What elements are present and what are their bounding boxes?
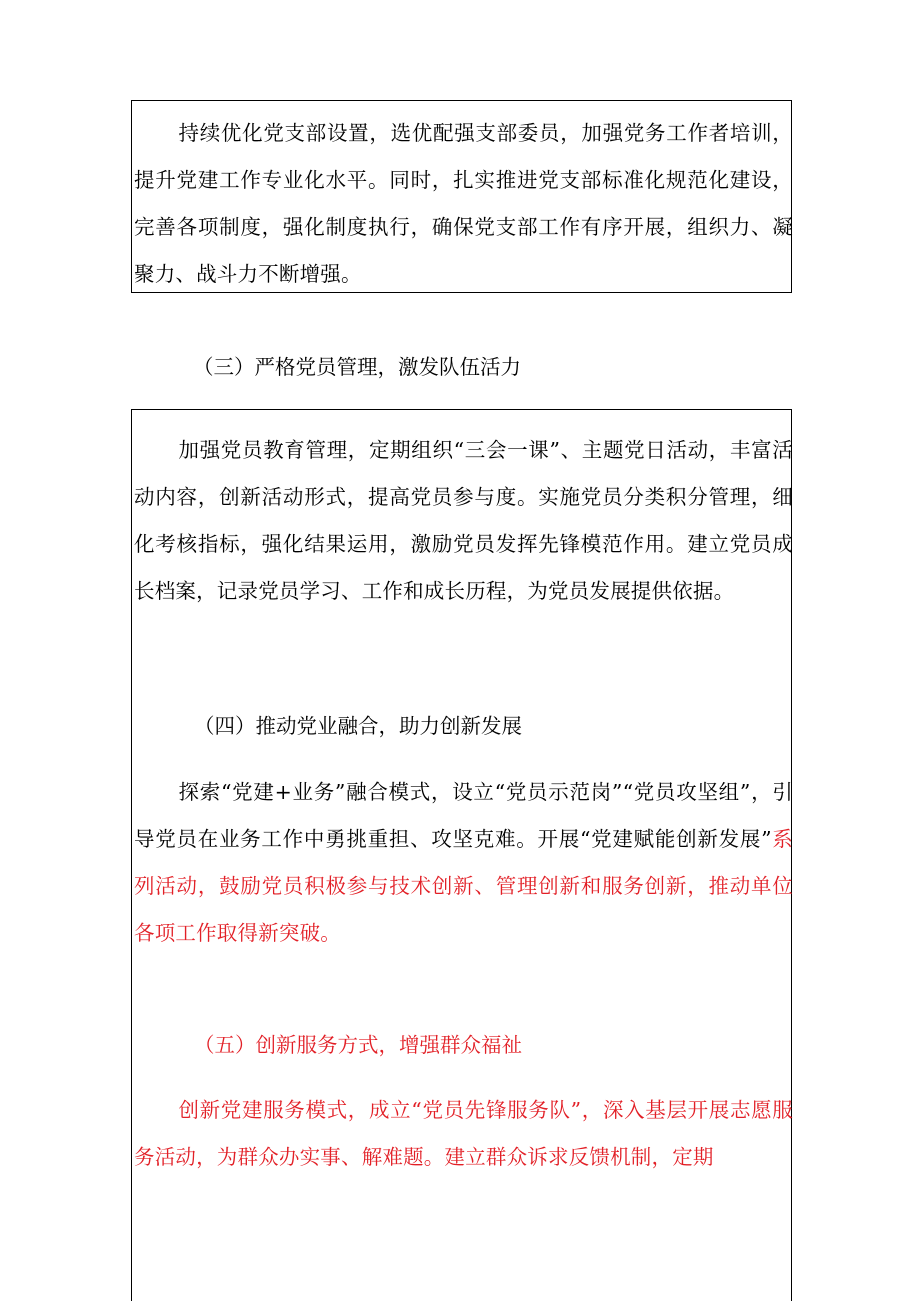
paragraph-section-three [132,427,793,615]
paragraph-text: 加强党员教育管理，定期组织“三会一课”、主题党日活动，丰富活动内容，创新活动形式，提高党员参与度。实施党员分类积分管理，细化考核指标，强化结果运用，激励党员发挥先锋模范作用。建立党员成长档案，记录党员学习、工作和成长历程，为党员发展提供依据。 [134,438,793,603]
text-box-sections-three-to-five [131,409,792,1301]
text-box-section-two [131,100,792,293]
heading-section-four: （四）推动党业融合，助力创新发展 [194,714,522,738]
paragraph-text: 持续优化党支部设置，选优配强支部委员，加强党务工作者培训，提升党建工作专业化水平。同时，扎实推进党支部标准化规范化建设，完善各项制度，强化制度执行，确保党支部工作有序开展，组织力、凝聚力、战斗力不断增强。 [134,121,793,286]
paragraph-text-red: 系列活动，鼓励党员积极参与技术创新、管理创新和服务创新，推动单位各项工作取得新突破。 [134,827,793,945]
paragraph-section-five [132,1087,793,1181]
paragraph-text: 创新党建服务模式，成立“党员先锋服务队”，深入基层开展志愿服务活动，为群众办实事、解难题。建立群众诉求反馈机制，定期 [134,1098,793,1169]
paragraph-section-four [132,769,793,957]
paragraph-section-two [132,110,793,298]
heading-section-five: （五）创新服务方式，增强群众福祉 [194,1033,522,1057]
heading-section-three: （三）严格党员管理，激发队伍活力 [193,355,521,379]
paragraph-text-black: 探索“党建+业务”融合模式，设立“党员示范岗”“党员攻坚组”，引导党员在业务工作中勇挑重担、攻坚克难。开展“党建赋能创新发展” [134,780,793,851]
